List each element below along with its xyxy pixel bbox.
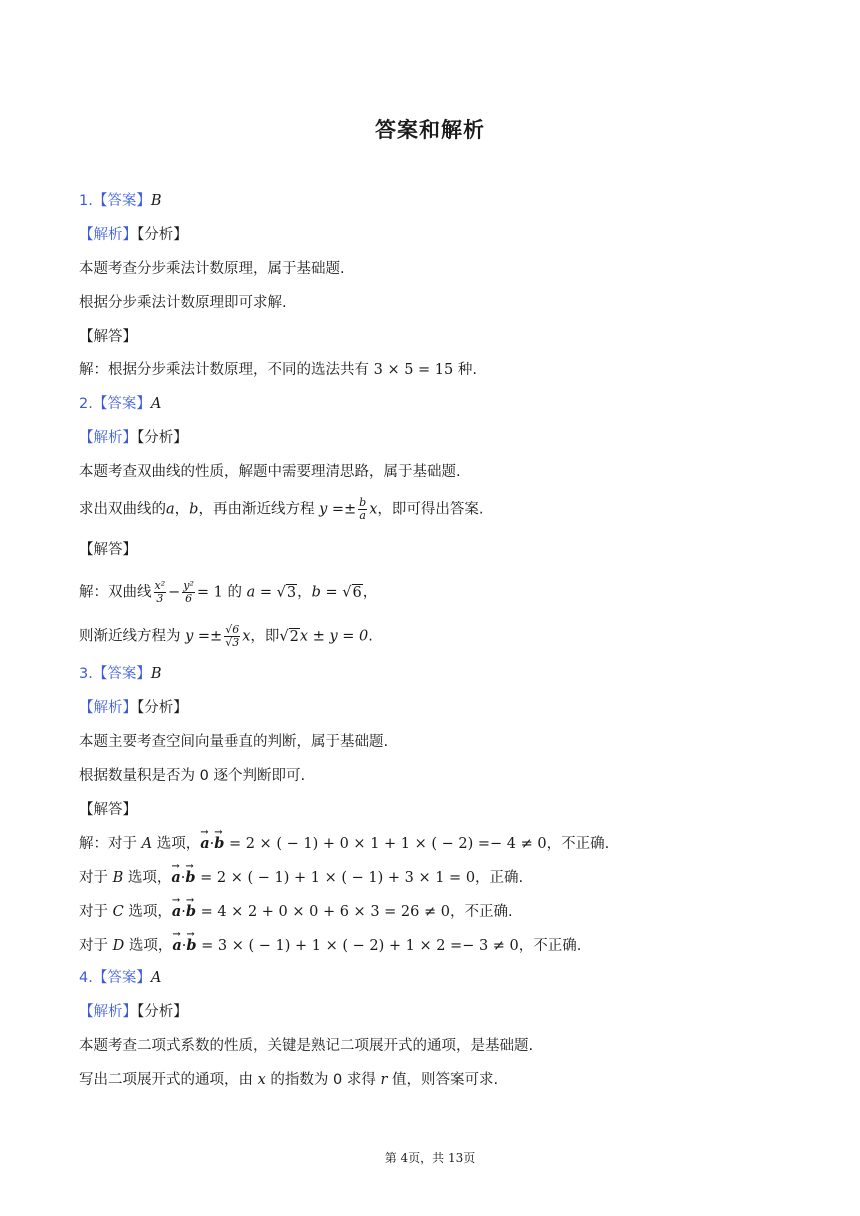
q2-comma-2: ， [297,584,312,601]
q3-row-c [79,902,513,922]
q3-row-b [79,868,523,888]
q2-tags [79,428,188,448]
q2-eq1: = 1 [196,584,223,601]
q4-analysis-1: 本题考查二项式系数的性质，关键是熟记二项展开式的通项，是基础题. [79,1038,534,1054]
q2-answer-value: A [150,396,162,412]
q2-frac-sqrt6-sqrt3 [224,624,240,649]
q4-a2-text-b: 的指数为 0 求得 [270,1072,376,1088]
q3-jieda-tag: 【解答】 [79,802,137,818]
vector-a: a → [200,834,209,854]
dot-operator: · [209,836,215,852]
q3-row-pre: 对于 [79,870,108,886]
q1-solution-expr: 3 × 5 = 15 [373,362,454,378]
q2-sol2-end: . [368,628,373,645]
q2-solution-2 [79,624,373,649]
q2-answer-label: 2.【答案】 [79,396,151,412]
q4-tags [79,1002,188,1022]
q2-sqrt3: √3 [276,584,297,601]
q4-jiexi-tag: 【解析】 [79,1004,137,1020]
q3-row-opt: D [112,938,125,954]
q3-analysis-1: 本题主要考查空间向量垂直的判断，属于基础题. [79,734,389,750]
q2-answer-line [79,394,161,414]
q2-frac-x2-3 [154,580,167,605]
q2-sol2-num: √6 [225,623,240,636]
q2-y2: y² [183,579,194,592]
q1-analysis-1: 本题考查分步乘法计数原理，属于基础题. [79,261,345,277]
q3-row-pre: 对于 [79,904,108,920]
q2-jieda-tag: 【解答】 [79,542,137,558]
q4-answer-label: 4.【答案】 [79,970,151,986]
q2-eq-y: y =± [319,501,357,518]
q4-var-r: r [380,1072,388,1088]
q2-sol2-den: √3 [225,636,240,649]
q3-fenxi-tag: 【分析】 [137,700,188,716]
q2-sqrt6-rad: 6 [352,584,362,601]
q3-row-end: ，不正确. [518,938,582,954]
q3-row-mid: 选项， [128,938,173,954]
q3-answer-value: B [150,666,162,682]
q3-row-opt: B [112,870,124,886]
q3-row-opt: C [112,904,124,920]
q3-analysis-2: 根据数量积是否为 0 逐个判断即可. [79,768,306,784]
q2-analysis-2 [79,497,484,522]
q1-answer-line [79,191,162,211]
q2-end-comma: ， [362,584,378,601]
q3-row-mid: 选项， [128,904,172,920]
q1-analysis-2: 根据分步乘法计数原理即可求解. [79,295,287,311]
q1-jiexi-tag: 【解析】 [79,227,137,243]
q4-answer-value: A [150,970,162,986]
q2-a2-text-c: ，即可得出答案. [377,501,484,518]
q2-de: 的 [227,584,242,601]
q3-row-mid: 选项， [127,870,172,886]
q2-minus: − [168,584,181,601]
q2-sqrt3-rad: 3 [286,584,297,601]
q3-row-expr: = 3 × ( − 1) + 1 × ( − 2) + 1 × 2 =− 3 ≠ 0 [201,938,519,954]
dot-operator: · [180,870,186,886]
q3-row-d [79,936,581,956]
q1-solution [79,360,477,380]
q4-var-x: x [257,1072,266,1088]
q3-answer-line [79,664,162,684]
q1-answer-label: 1.【答案】 [79,193,151,209]
q2-a-eq: a = [246,584,273,601]
q2-sol2-x: x [242,628,251,645]
q3-row-a [79,834,609,854]
q2-frac-num: b [359,496,367,509]
q2-sqrt2-rad: 2 [289,628,299,645]
q2-sqrt6: √6 [342,584,362,601]
vector-b: b → [214,834,224,854]
q4-analysis-2 [79,1070,498,1090]
q1-solution-prefix: 解：根据分步乘法计数原理，不同的选法共有 [79,362,369,378]
q2-six: 6 [185,592,193,605]
q1-jieda-tag: 【解答】 [79,329,137,345]
q2-sqrt2: √2 [279,628,299,645]
dot-operator: · [181,938,187,954]
q3-tags [79,698,188,718]
vector-a: a → [171,868,180,888]
q4-a2-text-c: 值，则答案可求. [392,1072,499,1088]
q2-sol2-prefix: 则渐近线方程为 [79,628,181,645]
q2-var-a: a [166,501,175,518]
q2-sol-prefix: 解：双曲线 [79,584,152,601]
q3-row-pre: 对于 [79,938,108,954]
q3-row-end: ，不正确. [449,904,513,920]
q3-row-opt: A [141,836,153,852]
q1-solution-suffix: 种. [457,362,477,378]
q1-tags [79,225,188,245]
q3-row-end: ，不正确. [546,836,610,852]
vector-b: b → [186,902,196,922]
q2-sol2-mid: ，即 [250,628,280,645]
vector-a: a → [172,936,181,956]
q2-sol2-expr: x ± y = 0 [299,628,369,645]
q3-row-end: ，正确. [475,870,524,886]
vector-b: b → [185,868,195,888]
q2-analysis-1: 本题考查双曲线的性质，解题中需要理清思路，属于基础题. [79,464,461,480]
vector-a: a → [172,902,181,922]
q3-row-mid: 选项， [156,836,201,852]
q1-answer-value: B [150,193,162,209]
dot-operator: · [181,904,186,920]
q3-row-pre: 解：对于 [79,836,137,852]
q2-var-x: x [369,501,378,518]
q2-frac-b-over-a [358,497,367,522]
q2-solution-1 [79,580,377,605]
q2-a2-text-a: 求出双曲线的 [79,501,166,518]
q3-answer-label: 3.【答案】 [79,666,151,682]
q2-fenxi-tag: 【分析】 [137,430,188,446]
q4-a2-text-a: 写出二项展开式的通项，由 [79,1072,253,1088]
q4-answer-line [79,968,161,988]
q2-three: 3 [156,592,164,605]
q3-row-expr: = 2 × ( − 1) + 1 × ( − 1) + 3 × 1 = 0 [200,870,476,886]
q4-fenxi-tag: 【分析】 [137,1004,188,1020]
q2-frac-den: a [359,509,366,522]
page-footer: 第 4页，共 13页 [384,1151,476,1165]
page-title: 答案和解析 [375,118,485,142]
q2-a2-text-b: ，再由渐近线方程 [198,501,315,518]
q1-fenxi-tag: 【分析】 [137,227,188,243]
q2-x2: x² [154,579,166,592]
q3-jiexi-tag: 【解析】 [79,700,137,716]
q2-jiexi-tag: 【解析】 [79,430,137,446]
q2-sol2-y: y =± [185,628,223,645]
q2-frac-y2-6 [182,580,195,605]
vector-b: b → [186,936,196,956]
q2-b-eq: b = [311,584,338,601]
q2-comma: ， [174,501,190,518]
q3-row-expr: = 4 × 2 + 0 × 0 + 6 × 3 = 26 ≠ 0 [200,904,450,920]
q2-var-b: b [189,501,199,518]
q3-row-expr: = 2 × ( − 1) + 0 × 1 + 1 × ( − 2) =− 4 ≠ 0 [228,836,547,852]
